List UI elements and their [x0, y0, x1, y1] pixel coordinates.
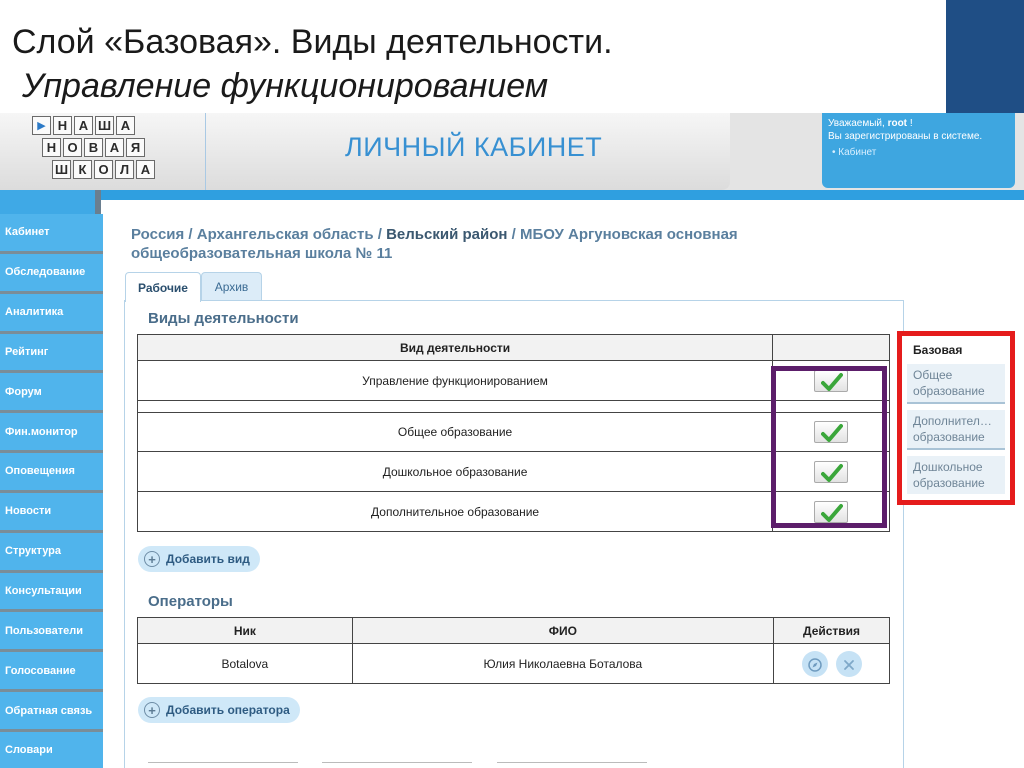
spacer-cell [138, 401, 773, 413]
activities-table-header [138, 335, 890, 361]
cabinet-title: ЛИЧНЫЙ КАБИНЕТ [345, 132, 603, 162]
logo-letter: О [63, 138, 82, 157]
user-info-box [822, 113, 1015, 188]
user-name: root [887, 118, 908, 129]
layer-panel-item-line: Дошкольное [913, 460, 983, 474]
bottom-field-stub [497, 762, 647, 768]
breadcrumb-region[interactable]: Россия / Архангельская область / [131, 226, 382, 243]
activity-name: Управление функционированием [138, 361, 773, 401]
breadcrumb-school: / МБОУ Аргуновская основная общеобразовательная школа № 11 [131, 226, 738, 262]
close-icon [843, 659, 855, 671]
slide-title-line2: Управление функционированием [22, 67, 549, 105]
sidebar-item-rating[interactable]: Рейтинг [0, 334, 103, 374]
add-operator-button[interactable] [138, 697, 300, 723]
edit-operator-button[interactable] [802, 651, 828, 677]
logo-letter: Н [42, 138, 61, 157]
table-row [138, 644, 890, 684]
plus-icon: + [144, 702, 160, 718]
bottom-field-stub [322, 762, 472, 768]
checkbox-highlight-frame [771, 366, 887, 528]
sidebar-item-feedback[interactable]: Обратная связь [0, 692, 103, 732]
delete-operator-button[interactable] [836, 651, 862, 677]
logo-letter: О [94, 160, 113, 179]
add-operator-label: Добавить оператора [166, 703, 290, 717]
logo-letter: Л [115, 160, 134, 179]
logo-letter: К [73, 160, 92, 179]
layer-panel-header: Базовая [907, 339, 1005, 361]
logo-row-3 [52, 160, 157, 180]
layer-panel [897, 331, 1015, 505]
sidebar-top [0, 190, 100, 214]
plus-icon: + [144, 551, 160, 567]
fio-column-header: ФИО [352, 618, 773, 644]
user-link-cabinet[interactable]: • Кабинет [832, 147, 877, 158]
sidebar-item-finmonitor[interactable]: Фин.монитор [0, 413, 103, 453]
logo-row-1 [32, 116, 157, 136]
sidebar-item-survey[interactable]: Обследование [0, 254, 103, 294]
logo-letter: А [136, 160, 155, 179]
sidebar-item-news[interactable]: Новости [0, 493, 103, 533]
logo-letter: Я [126, 138, 145, 157]
sidebar-item-notifications[interactable]: Оповещения [0, 453, 103, 493]
activity-name: Дошкольное образование [138, 452, 773, 492]
slide-title-line1: Слой «Базовая». Виды деятельности. [12, 23, 613, 61]
operator-nick: Botalova [138, 644, 353, 684]
activity-check-column-header [773, 335, 890, 361]
breadcrumb-district[interactable]: Вельский район [386, 226, 508, 243]
operator-fio: Юлия Николаевна Боталова [352, 644, 773, 684]
user-link-label: Кабинет [838, 147, 877, 158]
sidebar-top-edge [95, 190, 101, 214]
operators-section-title: Операторы [148, 593, 233, 610]
play-icon: ▶ [32, 116, 51, 135]
slide-title [12, 22, 932, 106]
operators-table [137, 617, 890, 684]
logo-row-2 [42, 138, 157, 158]
user-greeting: Уважаемый, [828, 118, 885, 129]
sidebar-item-analytics[interactable]: Аналитика [0, 294, 103, 334]
activity-name: Дополнительное образование [138, 492, 773, 532]
add-activity-label: Добавить вид [166, 552, 250, 566]
logo-letter: А [74, 116, 93, 135]
layer-panel-item-line: Общее [913, 368, 953, 382]
layer-panel-item-line: образование [913, 476, 985, 490]
operators-table-header [138, 618, 890, 644]
layer-panel-item-line: образование [913, 384, 985, 398]
user-greeting-line [828, 117, 1009, 130]
breadcrumb [131, 225, 851, 263]
logo-letter: Ш [52, 160, 71, 179]
activity-column-header: Вид деятельности [138, 335, 773, 361]
compass-icon [808, 658, 822, 672]
layer-panel-item[interactable] [907, 410, 1005, 450]
logo-divider [205, 113, 206, 190]
layer-panel-item-line: Дополнител… [913, 414, 992, 428]
sidebar-item-dictionaries[interactable]: Словари [0, 732, 103, 768]
layer-panel-item-line: образование [913, 430, 985, 444]
layer-panel-item[interactable] [907, 456, 1005, 494]
sidebar-item-users[interactable]: Пользователи [0, 612, 103, 652]
logo-letter: В [84, 138, 103, 157]
add-activity-button[interactable] [138, 546, 260, 572]
activities-section-title: Виды деятельности [148, 310, 299, 327]
logo-letter: А [105, 138, 124, 157]
operator-actions [774, 644, 890, 684]
logo-letter: Н [53, 116, 72, 135]
layer-panel-item[interactable] [907, 364, 1005, 404]
tab-working[interactable]: Рабочие [125, 272, 201, 302]
sidebar-nav [0, 214, 103, 768]
sidebar-item-forum[interactable]: Форум [0, 373, 103, 413]
logo-letter: Ш [95, 116, 114, 135]
sidebar-item-consultations[interactable]: Консультации [0, 573, 103, 613]
user-status: Вы зарегистрированы в системе. [828, 131, 983, 142]
sidebar-item-cabinet[interactable]: Кабинет [0, 214, 103, 254]
logo-letter: А [116, 116, 135, 135]
user-greeting-end: ! [909, 118, 913, 129]
tab-archive[interactable]: Архив [201, 272, 262, 301]
sidebar-item-voting[interactable]: Голосование [0, 652, 103, 692]
bottom-field-stub [148, 762, 298, 768]
school-logo[interactable] [32, 116, 157, 182]
activity-name: Общее образование [138, 413, 773, 452]
corner-decoration [946, 0, 1024, 113]
nick-column-header: Ник [138, 618, 353, 644]
sidebar-item-structure[interactable]: Структура [0, 533, 103, 573]
header-blue-band [0, 190, 1024, 200]
actions-column-header: Действия [774, 618, 890, 644]
